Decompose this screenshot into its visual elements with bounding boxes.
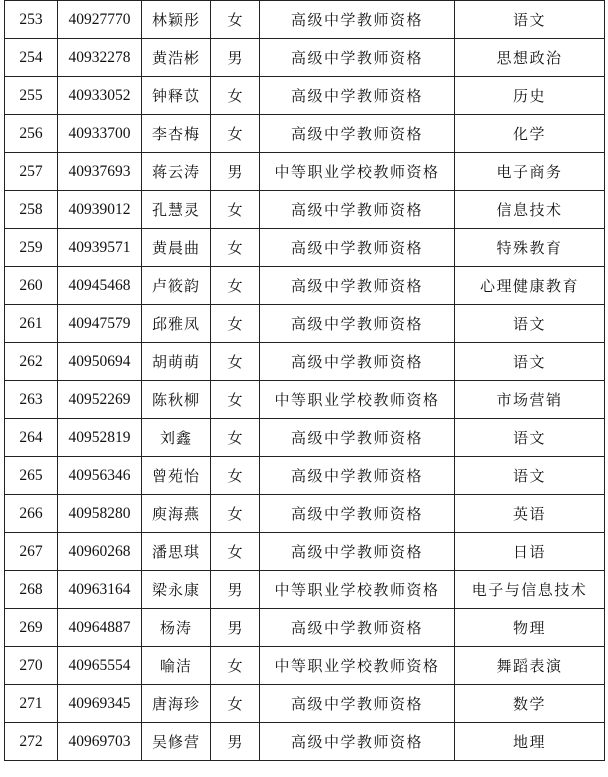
gender-cell: 男 bbox=[211, 571, 260, 609]
subject-cell: 物理 bbox=[455, 609, 605, 647]
roster-table bbox=[4, 0, 605, 761]
qualification-cell: 高级中学教师资格 bbox=[260, 115, 455, 153]
candidate-name-cell: 曾苑怡 bbox=[142, 457, 211, 495]
candidate-name-cell: 杨涛 bbox=[142, 609, 211, 647]
row-index-cell: 255 bbox=[5, 77, 58, 115]
candidate-name-cell: 庾海燕 bbox=[142, 495, 211, 533]
qualification-cell: 高级中学教师资格 bbox=[260, 267, 455, 305]
gender-cell: 女 bbox=[211, 191, 260, 229]
candidate-name-cell: 蒋云涛 bbox=[142, 153, 211, 191]
qualification-cell: 高级中学教师资格 bbox=[260, 495, 455, 533]
candidate-name-cell: 卢筱韵 bbox=[142, 267, 211, 305]
row-index-cell: 266 bbox=[5, 495, 58, 533]
table-row bbox=[5, 723, 605, 761]
row-index-cell: 261 bbox=[5, 305, 58, 343]
table-row bbox=[5, 685, 605, 723]
table-row bbox=[5, 609, 605, 647]
candidate-id-cell: 40958280 bbox=[58, 495, 142, 533]
candidate-id-cell: 40933052 bbox=[58, 77, 142, 115]
subject-cell: 语文 bbox=[455, 305, 605, 343]
gender-cell: 男 bbox=[211, 153, 260, 191]
gender-cell: 女 bbox=[211, 267, 260, 305]
table-row bbox=[5, 115, 605, 153]
qualification-cell: 高级中学教师资格 bbox=[260, 1, 455, 39]
candidate-name-cell: 李杏梅 bbox=[142, 115, 211, 153]
row-index-cell: 269 bbox=[5, 609, 58, 647]
table-row bbox=[5, 533, 605, 571]
subject-cell: 电子与信息技术 bbox=[455, 571, 605, 609]
candidate-id-cell: 40969345 bbox=[58, 685, 142, 723]
candidate-id-cell: 40945468 bbox=[58, 267, 142, 305]
table-row bbox=[5, 153, 605, 191]
table-row bbox=[5, 647, 605, 685]
candidate-id-cell: 40927770 bbox=[58, 1, 142, 39]
qualification-cell: 高级中学教师资格 bbox=[260, 457, 455, 495]
candidate-id-cell: 40937693 bbox=[58, 153, 142, 191]
row-index-cell: 271 bbox=[5, 685, 58, 723]
qualification-cell: 高级中学教师资格 bbox=[260, 419, 455, 457]
row-index-cell: 256 bbox=[5, 115, 58, 153]
table-row bbox=[5, 267, 605, 305]
subject-cell: 思想政治 bbox=[455, 39, 605, 77]
qualification-cell: 中等职业学校教师资格 bbox=[260, 647, 455, 685]
candidate-name-cell: 喻洁 bbox=[142, 647, 211, 685]
subject-cell: 日语 bbox=[455, 533, 605, 571]
row-index-cell: 272 bbox=[5, 723, 58, 761]
candidate-id-cell: 40969703 bbox=[58, 723, 142, 761]
candidate-id-cell: 40952269 bbox=[58, 381, 142, 419]
gender-cell: 女 bbox=[211, 457, 260, 495]
gender-cell: 男 bbox=[211, 723, 260, 761]
subject-cell: 语文 bbox=[455, 343, 605, 381]
subject-cell: 语文 bbox=[455, 419, 605, 457]
qualification-cell: 高级中学教师资格 bbox=[260, 229, 455, 267]
candidate-name-cell: 黄晨曲 bbox=[142, 229, 211, 267]
roster-body bbox=[5, 1, 605, 761]
gender-cell: 男 bbox=[211, 609, 260, 647]
table-row bbox=[5, 1, 605, 39]
candidate-name-cell: 黄浩彬 bbox=[142, 39, 211, 77]
gender-cell: 男 bbox=[211, 39, 260, 77]
subject-cell: 信息技术 bbox=[455, 191, 605, 229]
candidate-id-cell: 40960268 bbox=[58, 533, 142, 571]
qualification-cell: 高级中学教师资格 bbox=[260, 39, 455, 77]
gender-cell: 女 bbox=[211, 647, 260, 685]
candidate-name-cell: 孔慧灵 bbox=[142, 191, 211, 229]
subject-cell: 化学 bbox=[455, 115, 605, 153]
row-index-cell: 257 bbox=[5, 153, 58, 191]
qualification-cell: 中等职业学校教师资格 bbox=[260, 571, 455, 609]
qualification-cell: 高级中学教师资格 bbox=[260, 685, 455, 723]
candidate-name-cell: 钟释苡 bbox=[142, 77, 211, 115]
subject-cell: 心理健康教育 bbox=[455, 267, 605, 305]
qualification-cell: 中等职业学校教师资格 bbox=[260, 381, 455, 419]
candidate-name-cell: 唐海珍 bbox=[142, 685, 211, 723]
candidate-id-cell: 40964887 bbox=[58, 609, 142, 647]
qualification-cell: 高级中学教师资格 bbox=[260, 77, 455, 115]
candidate-id-cell: 40933700 bbox=[58, 115, 142, 153]
table-row bbox=[5, 571, 605, 609]
candidate-id-cell: 40952819 bbox=[58, 419, 142, 457]
row-index-cell: 253 bbox=[5, 1, 58, 39]
candidate-name-cell: 梁永康 bbox=[142, 571, 211, 609]
table-row bbox=[5, 381, 605, 419]
subject-cell: 地理 bbox=[455, 723, 605, 761]
subject-cell: 历史 bbox=[455, 77, 605, 115]
row-index-cell: 260 bbox=[5, 267, 58, 305]
candidate-name-cell: 潘思琪 bbox=[142, 533, 211, 571]
subject-cell: 舞蹈表演 bbox=[455, 647, 605, 685]
gender-cell: 女 bbox=[211, 115, 260, 153]
candidate-id-cell: 40950694 bbox=[58, 343, 142, 381]
row-index-cell: 268 bbox=[5, 571, 58, 609]
table-row bbox=[5, 305, 605, 343]
qualification-cell: 高级中学教师资格 bbox=[260, 343, 455, 381]
qualification-cell: 高级中学教师资格 bbox=[260, 609, 455, 647]
row-index-cell: 267 bbox=[5, 533, 58, 571]
candidate-id-cell: 40932278 bbox=[58, 39, 142, 77]
candidate-name-cell: 陈秋柳 bbox=[142, 381, 211, 419]
gender-cell: 女 bbox=[211, 305, 260, 343]
candidate-id-cell: 40939571 bbox=[58, 229, 142, 267]
table-row bbox=[5, 343, 605, 381]
gender-cell: 女 bbox=[211, 343, 260, 381]
candidate-name-cell: 林颖彤 bbox=[142, 1, 211, 39]
row-index-cell: 254 bbox=[5, 39, 58, 77]
candidate-id-cell: 40963164 bbox=[58, 571, 142, 609]
gender-cell: 女 bbox=[211, 229, 260, 267]
subject-cell: 数学 bbox=[455, 685, 605, 723]
candidate-name-cell: 邱雅凤 bbox=[142, 305, 211, 343]
gender-cell: 女 bbox=[211, 77, 260, 115]
gender-cell: 女 bbox=[211, 685, 260, 723]
candidate-name-cell: 吴修营 bbox=[142, 723, 211, 761]
candidate-id-cell: 40965554 bbox=[58, 647, 142, 685]
row-index-cell: 259 bbox=[5, 229, 58, 267]
row-index-cell: 265 bbox=[5, 457, 58, 495]
row-index-cell: 262 bbox=[5, 343, 58, 381]
qualification-cell: 高级中学教师资格 bbox=[260, 723, 455, 761]
candidate-id-cell: 40939012 bbox=[58, 191, 142, 229]
gender-cell: 女 bbox=[211, 419, 260, 457]
qualification-cell: 高级中学教师资格 bbox=[260, 305, 455, 343]
row-index-cell: 263 bbox=[5, 381, 58, 419]
table-row bbox=[5, 39, 605, 77]
candidate-id-cell: 40956346 bbox=[58, 457, 142, 495]
qualification-cell: 高级中学教师资格 bbox=[260, 191, 455, 229]
candidate-name-cell: 胡萌萌 bbox=[142, 343, 211, 381]
qualification-cell: 中等职业学校教师资格 bbox=[260, 153, 455, 191]
row-index-cell: 270 bbox=[5, 647, 58, 685]
table-row bbox=[5, 419, 605, 457]
table-row bbox=[5, 77, 605, 115]
subject-cell: 市场营销 bbox=[455, 381, 605, 419]
table-row bbox=[5, 495, 605, 533]
subject-cell: 特殊教育 bbox=[455, 229, 605, 267]
row-index-cell: 264 bbox=[5, 419, 58, 457]
row-index-cell: 258 bbox=[5, 191, 58, 229]
gender-cell: 女 bbox=[211, 381, 260, 419]
table-row bbox=[5, 457, 605, 495]
subject-cell: 电子商务 bbox=[455, 153, 605, 191]
subject-cell: 语文 bbox=[455, 1, 605, 39]
table-row bbox=[5, 191, 605, 229]
qualification-cell: 高级中学教师资格 bbox=[260, 533, 455, 571]
gender-cell: 女 bbox=[211, 495, 260, 533]
gender-cell: 女 bbox=[211, 1, 260, 39]
subject-cell: 英语 bbox=[455, 495, 605, 533]
candidate-id-cell: 40947579 bbox=[58, 305, 142, 343]
candidate-name-cell: 刘鑫 bbox=[142, 419, 211, 457]
gender-cell: 女 bbox=[211, 533, 260, 571]
table-row bbox=[5, 229, 605, 267]
subject-cell: 语文 bbox=[455, 457, 605, 495]
